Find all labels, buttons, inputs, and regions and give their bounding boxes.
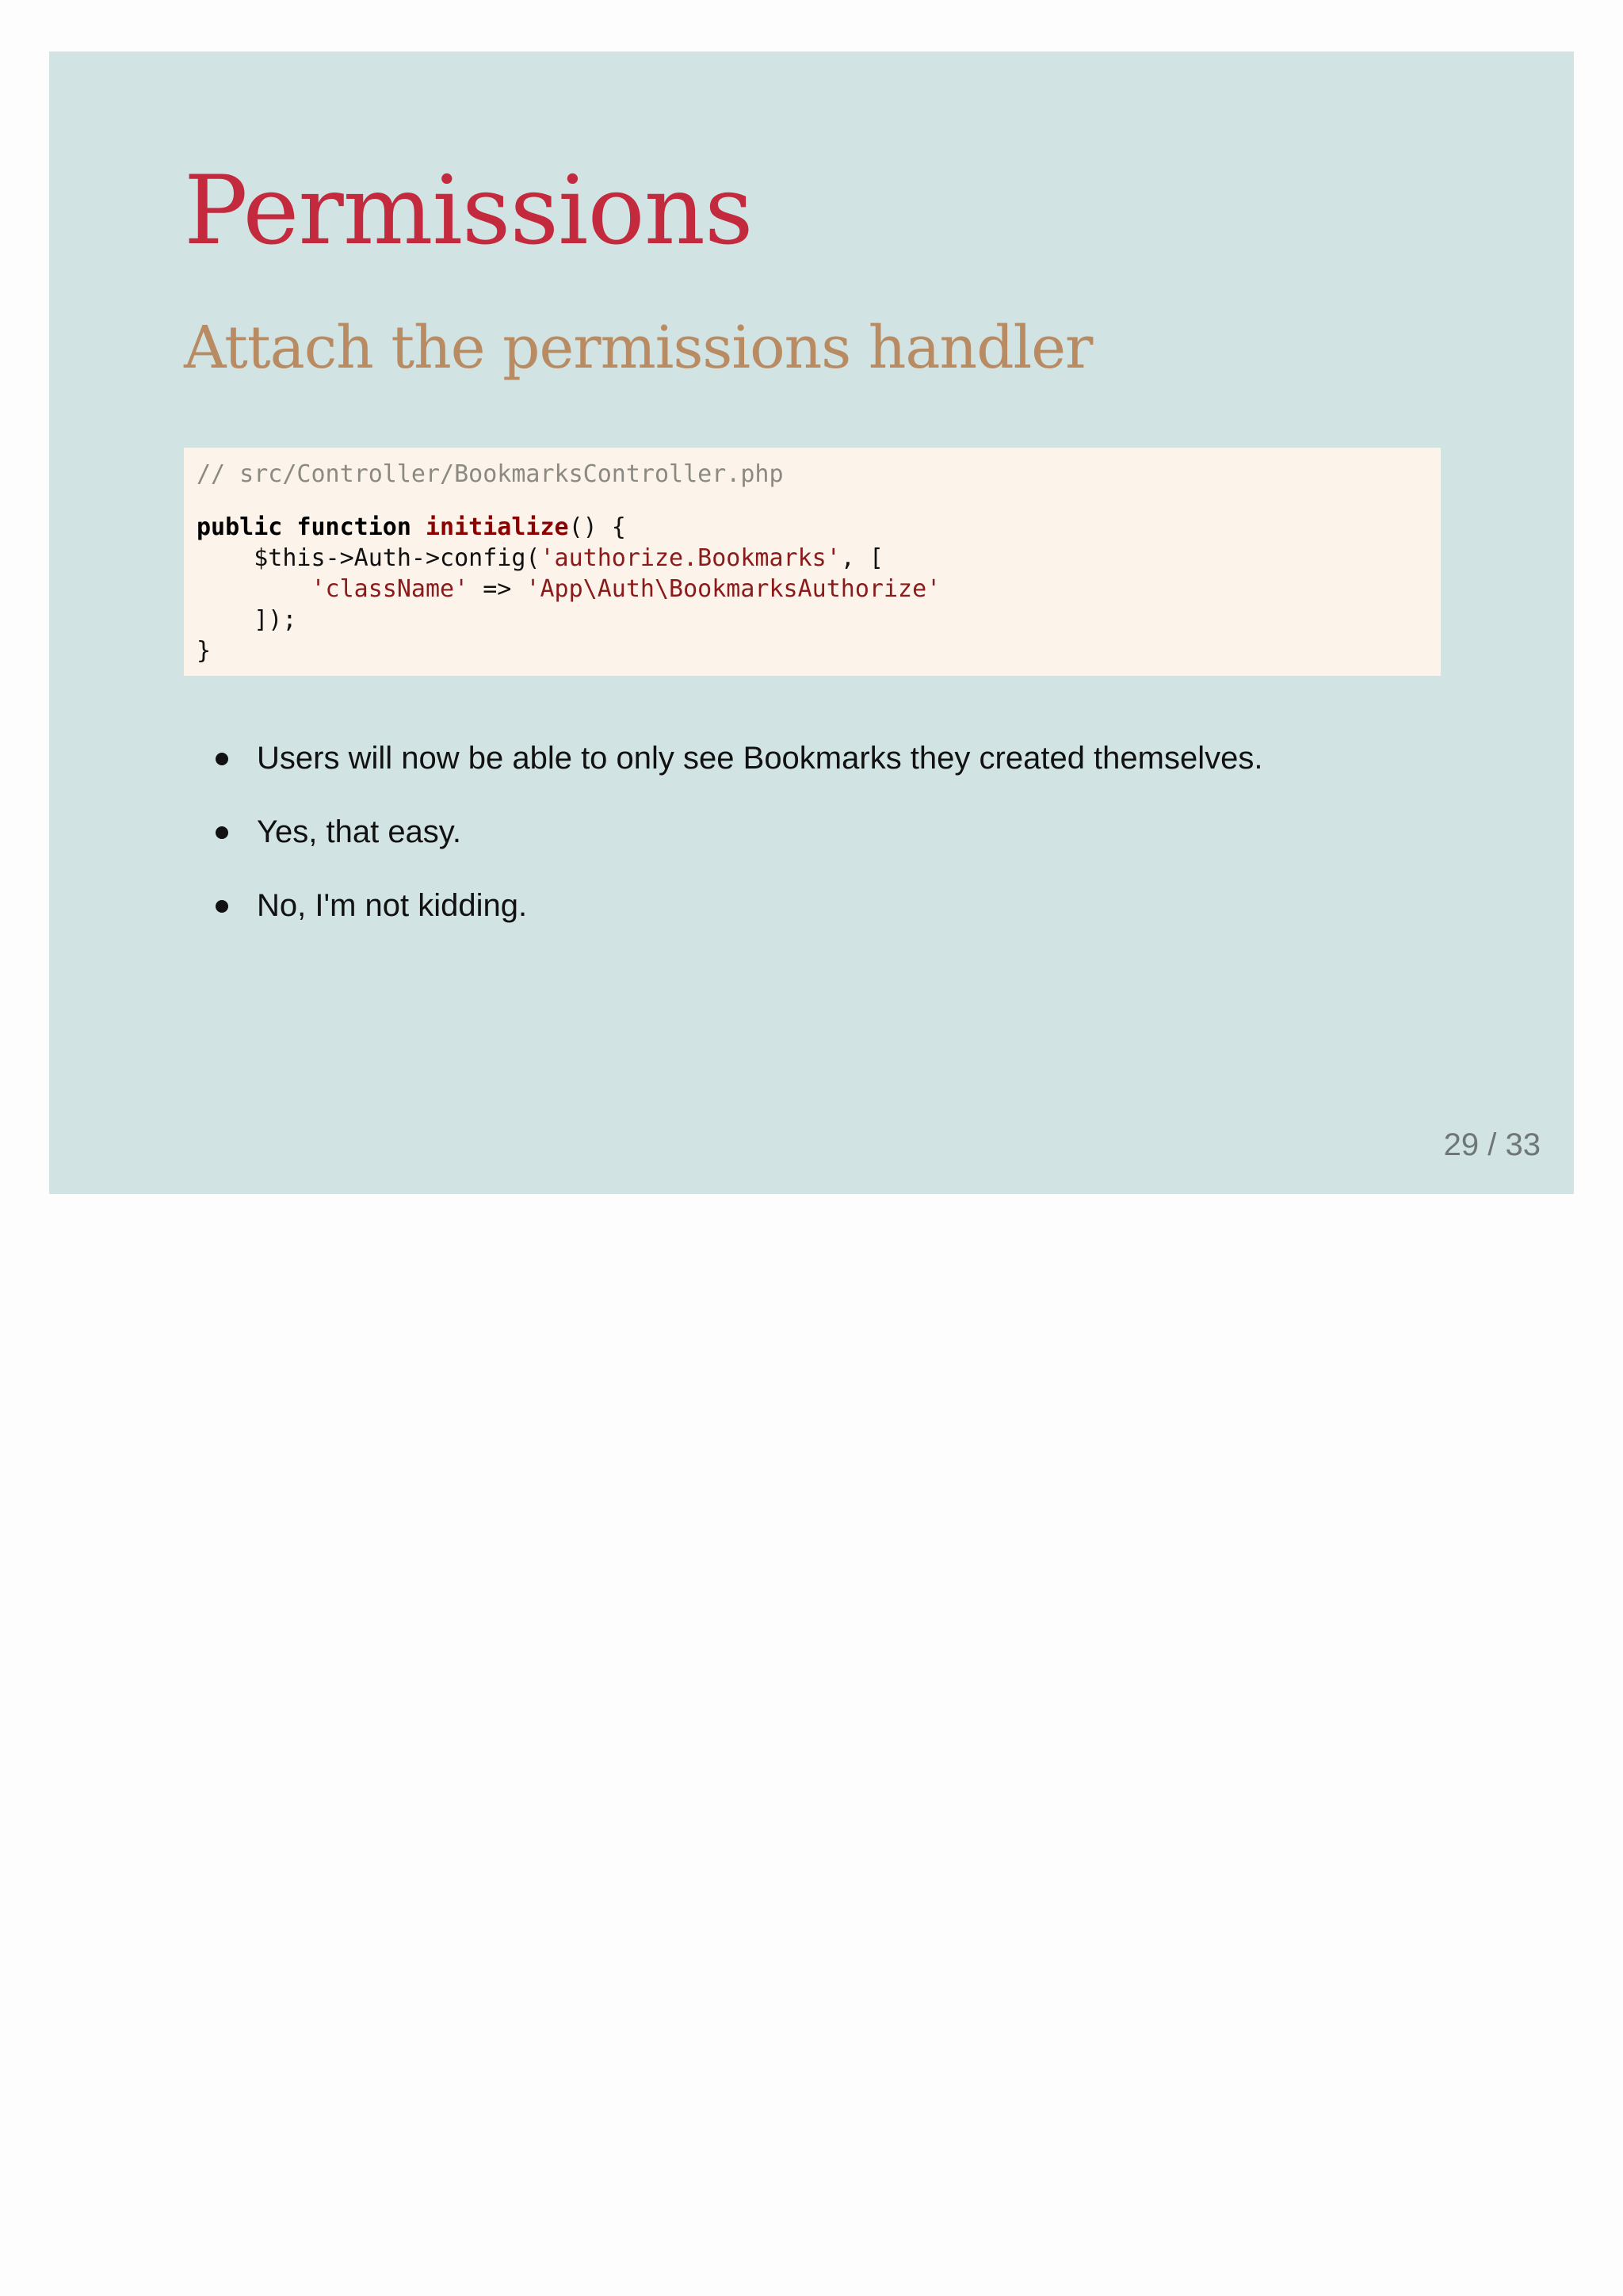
bullet-icon — [216, 900, 228, 913]
code-line-1 — [197, 512, 1428, 543]
list-item — [216, 808, 1262, 882]
code-line-2 — [197, 543, 1428, 574]
list-item — [216, 882, 1262, 955]
code-function-name: initialize — [426, 513, 569, 541]
code-string-authorize-class: 'App\Auth\BookmarksAuthorize' — [525, 575, 941, 603]
code-config-call: $this->Auth->config( — [197, 544, 540, 572]
code-indent — [197, 575, 311, 603]
code-keyword-public: public — [197, 513, 283, 541]
code-array-close: ]); — [197, 606, 297, 634]
list-item — [216, 734, 1262, 808]
code-string-authorize: 'authorize.Bookmarks' — [540, 544, 841, 572]
code-comment: // src/Controller/BookmarksController.php — [197, 460, 784, 488]
code-line-3 — [197, 574, 1428, 605]
bullet-list — [216, 734, 1262, 955]
slide-subtitle: Attach the permissions handler — [184, 314, 1093, 382]
code-arrow: => — [468, 575, 526, 603]
bullet-text: Yes, that easy. — [257, 814, 461, 849]
code-array-open: , [ — [840, 544, 884, 572]
page-number: 29 / 33 — [1443, 1127, 1541, 1162]
code-comment-line — [197, 459, 1428, 490]
bullet-text: Users will now be able to only see Bookmarks they created themselves. — [257, 741, 1263, 776]
bullet-icon — [216, 753, 228, 765]
code-line-5 — [197, 635, 1428, 666]
slide — [49, 51, 1574, 1194]
code-line-4 — [197, 605, 1428, 635]
code-block — [184, 448, 1441, 676]
code-keyword-function: function — [296, 513, 411, 541]
code-brace-close: } — [197, 637, 212, 665]
slide-title: Permissions — [184, 156, 753, 266]
bullet-icon — [216, 826, 228, 839]
bullet-text: No, I'm not kidding. — [257, 888, 528, 923]
code-string-classname: 'className' — [311, 575, 469, 603]
code-parens: () { — [568, 513, 626, 541]
